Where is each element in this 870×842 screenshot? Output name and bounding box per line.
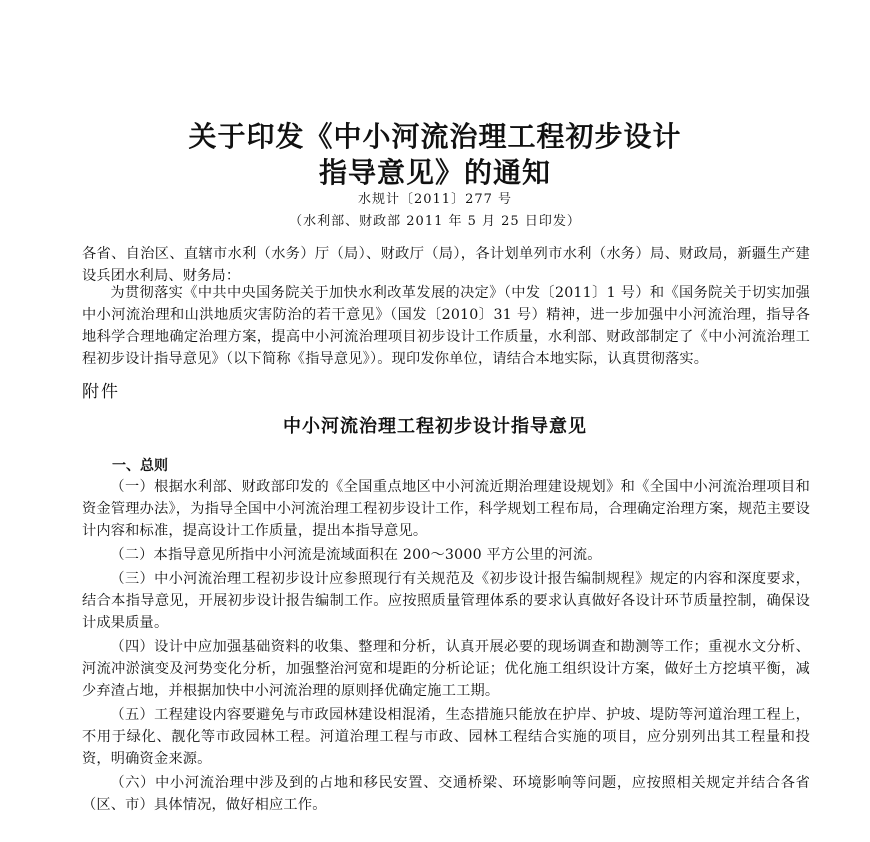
notice-title-line1: 关于印发《中小河流治理工程初步设计	[188, 120, 682, 153]
attachment-label: 附件	[82, 382, 120, 402]
paragraph: （二）本指导意见所指中小河流是流域面积在 200～3000 平方公里的河流。	[110, 547, 602, 563]
paragraph: （五）工程建设内容要避免与市政园林建设相混淆，生态措施只能放在护岸、护坡、堤防等河道治理工程上，不用于绿化、靓化等市政园林工程。河道治理工程与市政、园林工程结合实施的项目，应分别列出其工程量和投资，明确资金来源。	[82, 707, 810, 767]
issued-note: （水利部、财政部 2011 年 5 月 25 日印发）	[289, 214, 581, 229]
paragraph: （三）中小河流治理工程初步设计应参照现行有关规范及《初步设计报告编制规程》规定的内容和深度要求，结合本指导意见，开展初步设计报告编制工作。应按照质量管理体系的要求认真做好各设计环节质量控制，确保设计成果质量。	[82, 571, 810, 631]
paragraph: （四）设计中应加强基础资料的收集、整理和分析，认真开展必要的现场调查和勘测等工作；重视水文分析、河流冲淤演变及河势变化分析，加强整治河宽和堤距的分析论证；优化施工组织设计方案，做好土方挖填平衡，减少弃渣占地，并根据加快中小河流治理的原则择优确定施工工期。	[82, 639, 810, 699]
paragraph: （六）中小河流治理中涉及到的占地和移民安置、交通桥梁、环境影响等问题，应按照相关规定并结合各省（区、市）具体情况，做好相应工作。	[82, 775, 810, 813]
document-number: 水规计〔2011〕277 号	[357, 192, 513, 207]
guideline-body	[82, 476, 810, 818]
paragraph: （一）根据水利部、财政部印发的《全国重点地区中小河流近期治理建设规划》和《全国中小河流治理项目和资金管理办法》，为指导全国中小河流治理工程初步设计工作，科学规划工程布局，合理确定治理方案，规范主要设计内容和标准，提高设计工作质量，提出本指导意见。	[82, 479, 810, 539]
attachment-title: 中小河流治理工程初步设计指导意见	[283, 416, 587, 437]
notice-title-line2: 指导意见》的通知	[318, 156, 551, 189]
intro-paragraph	[82, 282, 810, 370]
intro-text: 为贯彻落实《中共中央国务院关于加快水利改革发展的决定》（中发〔2011〕1 号）和《国务院关于切实加强中小河流治理和山洪地质灾害防治的若干意见》（国发〔2010〕31 号）精神，进一步加强中小河流治理，指导各地科学合理地确定治理方案，提高中小河流治理项目初步设计工作质量，水利部、财政部制定了《中小河流治理工程初步设计指导意见》（以下简称《指导意见》）。现印发你单位，请结合本地实际，认真贯彻落实。	[82, 285, 810, 367]
addressee	[82, 243, 810, 287]
section-heading: 一、总则	[112, 458, 168, 474]
addressee-text: 各省、自治区、直辖市水利（水务）厅（局）、财政厅（局），各计划单列市水利（水务）局、财政局，新疆生产建设兵团水利局、财务局：	[82, 246, 810, 284]
